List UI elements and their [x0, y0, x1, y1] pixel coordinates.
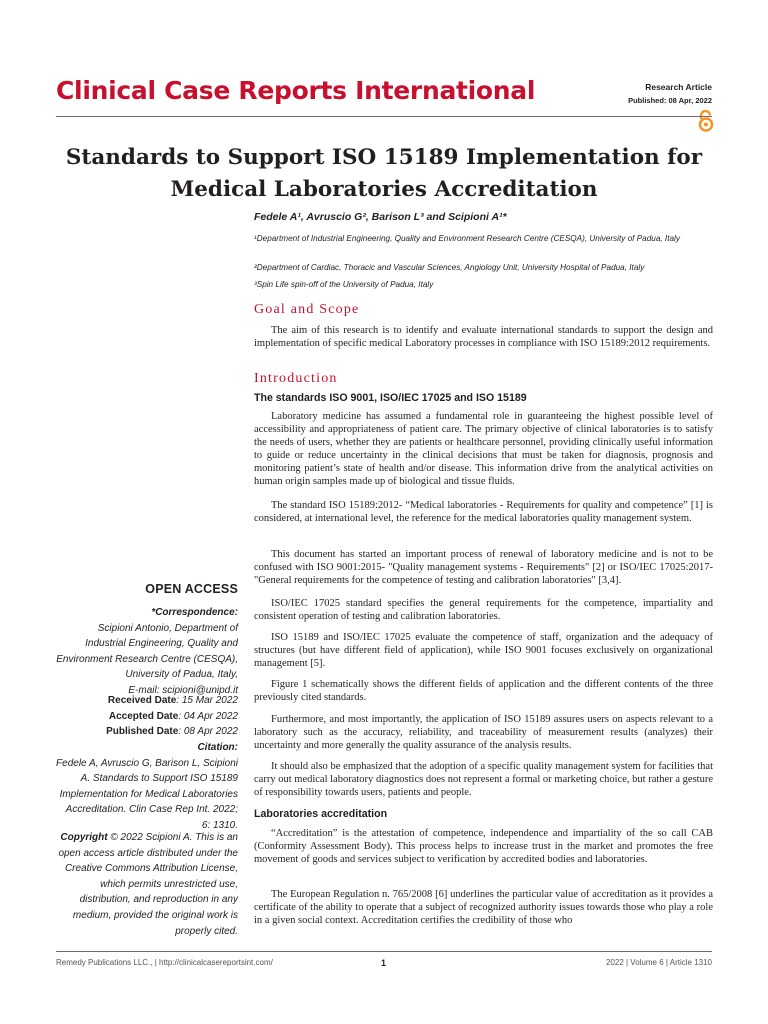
correspondence-label: *Correspondence:: [151, 607, 238, 618]
citation-block: [56, 740, 238, 834]
accreditation-paragraph-2: The European Regulation n. 765/2008 [6] underlines the particular value of accreditation as it provides a certificate of the ability to operate that a subject of recognized authority issues towards those who play a role in a given social context. Accreditation certifies the credibility of those who: [254, 889, 713, 927]
citation-text: Fedele A, Avruscio G, Barison L, Scipioni A. Standards to Support ISO 15189 Implementation for Medical Laboratories Accreditation. Clin Case Rep Int. 2022; 6: 1310.: [56, 757, 238, 831]
open-access-label: OPEN ACCESS: [145, 582, 238, 596]
affiliation-2: ²Department of Cardiac, Thoracic and Vascular Sciences, Angiology Unit, University Hospital of Padua, Italy: [254, 263, 645, 272]
intro-paragraph-5: ISO 15189 and ISO/IEC 17025 evaluate the competence of staff, organization and the adequacy of structures (but have different field of application), while ISO 9001 focuses exclusively on organizational management [5].: [254, 632, 713, 670]
standards-subheading: The standards ISO 9001, ISO/IEC 17025 and ISO 15189: [254, 392, 527, 404]
correspondence-block: [56, 605, 238, 699]
footer-rule: [56, 951, 712, 952]
correspondence-email: E-mail: scipioni@unipd.it: [128, 684, 238, 696]
dates-block: [56, 693, 238, 740]
affiliation-1: ¹Department of Industrial Engineering, Quality and Environment Research Centre (CESQA), University of Padua, Italy: [254, 234, 680, 243]
author-list: Fedele A¹, Avruscio G², Barison L³ and Scipioni A¹*: [254, 211, 507, 223]
copyright-block: [56, 830, 238, 939]
published-date-header: Published: 08 Apr, 2022: [628, 96, 712, 105]
footer-publisher: Remedy Publications LLC., | http://clinicalcasereportsint.com/: [56, 958, 273, 967]
copyright-label: Copyright: [60, 832, 108, 843]
intro-paragraph-8: It should also be emphasized that the adoption of a specific quality management system for facilities that carry out medical laboratory diagnostics does not represent a formal or marketing choice, but rather a gesture of responsibility towards users, patients and people.: [254, 761, 713, 799]
intro-paragraph-1: Laboratory medicine has assumed a fundamental role in guaranteeing the highest possible level of accessibility and appropriateness of patient care. The primary objective of clinical laboratories is to satisfy the needs of users, whether they are patients or healthcare personnel, providing clinically useful information to guide or reduce uncertainty in the clinical decisions that must be taken for diagnosis, prognosis and monitoring patient’s state of health and/or disease. This information drive from the analytical activities on human origin samples made up of biological and tissue fluids.: [254, 411, 713, 488]
intro-paragraph-3: This document has started an important process of renewal of laboratory medicine and is not to be confused with ISO 9001:2015- "Quality management systems - Requirements" [2] or ISO/IEC 17025:2017- "General requirements for the competence of testing and calibration laboratories" [3,4].: [254, 549, 713, 587]
accepted-date: Accepted Date: 04 Apr 2022: [108, 710, 238, 722]
page-number: 1: [381, 958, 387, 968]
introduction-heading: Introduction: [254, 371, 338, 386]
affiliation-3: ³Spin Life spin-off of the University of Padua, Italy: [254, 280, 434, 289]
goal-heading: Goal and Scope: [254, 302, 360, 317]
article-meta: [628, 82, 712, 105]
article-title: Standards to Support ISO 15189 Implementation for Medical Laboratories Accreditation: [65, 145, 703, 202]
published-date: Published Date: 08 Apr 2022: [106, 726, 238, 738]
open-access-lock-icon: [697, 109, 715, 133]
correspondence-text: Scipioni Antonio, Department of Industrial Engineering, Quality and Environment Research Centre (CESQA), University of Padua, Italy,: [56, 622, 238, 681]
intro-paragraph-4: ISO/IEC 17025 standard specifies the general requirements for the competence, impartiality and consistent operation of testing and calibration laboratories.: [254, 598, 713, 623]
header-rule: [56, 116, 712, 117]
footer-issue: 2022 | Volume 6 | Article 1310: [605, 958, 712, 967]
journal-name: Clinical Case Reports International: [56, 76, 536, 105]
intro-paragraph-6: Figure 1 schematically shows the different fields of application and the different contents of the three previously cited standards.: [254, 679, 713, 704]
accreditation-paragraph-1: “Accreditation” is the attestation of competence, independence and impartiality of the so call CAB (Conformity Assessment Body). This process helps to increase trust in the market and promotes the free movement of goods and services subject to verification by accredited bodies and laboratories.: [254, 828, 713, 866]
goal-paragraph: The aim of this research is to identify and evaluate international standards to support the design and implementation of specific medical Laboratory processes in compliance with ISO 15189:2012 requirements.: [254, 325, 713, 350]
intro-paragraph-7: Furthermore, and most importantly, the application of ISO 15189 assures users on aspects relevant to a laboratory such as the accuracy, reliability, and traceability of measurement results (analyzes) their uncertainty and more generally the quality assurance of the analysis results.: [254, 714, 713, 752]
accreditation-subheading: Laboratories accreditation: [254, 808, 388, 820]
intro-paragraph-2: The standard ISO 15189:2012- “Medical laboratories - Requirements for quality and competence” [1] is considered, at international level, the reference for the medical laboratories quality management system.: [254, 500, 713, 525]
received-date: Received Date: 15 Mar 2022: [107, 695, 238, 706]
citation-label: Citation:: [197, 742, 238, 753]
copyright-text: © 2022 Scipioni A. This is an open access article distributed under the Creative Commons Attribution License, which permits unrestricted use, distribution, and reproduction in any medium, provided the original work is properly cited.: [58, 832, 238, 937]
article-type: Research Article: [645, 82, 712, 92]
